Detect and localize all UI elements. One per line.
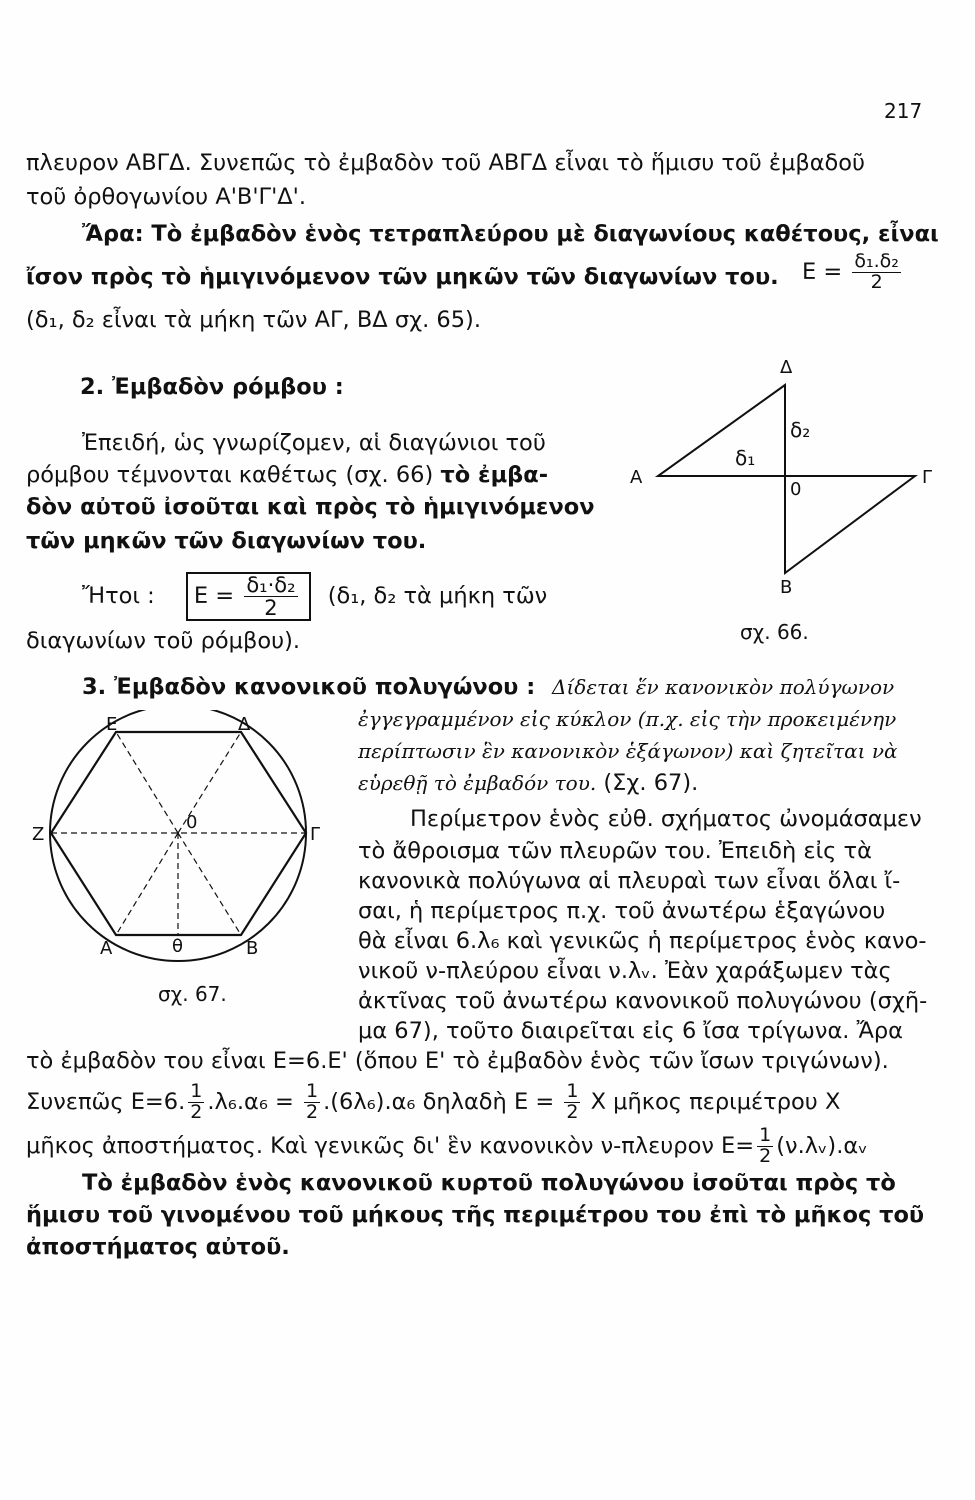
s2-line-2 xyxy=(26,460,548,490)
s3-line-12: μα 67), τοῦτο διαιρεῖται εἰς 6 ἴσα τρίγωνα. Ἄρα xyxy=(358,1018,904,1044)
s3-line-3: περίπτωσιν ἓν κανονικὸν ἑξάγωνον) καὶ ζητεῖται νὰ xyxy=(358,739,898,763)
label-G: Γ xyxy=(310,824,321,845)
figure-67-caption: σχ. 67. xyxy=(158,982,227,1006)
formula-lhs: Ε = xyxy=(802,258,843,285)
figure-66-rhombus xyxy=(610,355,940,655)
s3-line-2: ἐγγεγραμμένον εἰς κύκλον (π.χ. εἰς τὴν προκειμένην xyxy=(358,707,897,731)
rule-line-1: Ἄρα: Τὸ ἐμβαδὸν ἑνὸς τετραπλεύρου μὲ διαγωνίους καθέτους, εἶναι xyxy=(82,221,939,247)
s3-line-8: σαι, ἡ περίμετρος π.χ. τοῦ ἀνωτέρω ἑξαγώνου xyxy=(358,898,886,924)
s3-line-13: τὸ ἐμβαδὸν του εἶναι Ε=6.Ε' (ὅπου Ε' τὸ ἐμβαδὸν ἑνὸς τῶν ἴσων τριγώνων). xyxy=(26,1048,889,1074)
s3-line-14-b: .λ₆.α₆ = xyxy=(207,1088,294,1115)
s3-line-7: κανονικὰ πολύγωνα αἱ πλευραὶ των εἶναι ὅλαι ἴ- xyxy=(358,868,901,894)
s3-line-14-c: .(6λ₆).α₆ δηλαδὴ Ε = xyxy=(323,1088,555,1115)
label-theta: θ xyxy=(172,936,184,957)
figure-67-hexagon xyxy=(28,710,328,970)
figure-66-caption: σχ. 66. xyxy=(740,620,809,644)
hexagon-radii xyxy=(51,732,306,935)
label-beta: Β xyxy=(780,577,793,598)
s3-line-15-a: μῆκος ἀποστήματος. Καὶ γενικῶς δι' ἓν κανονικὸν ν-πλευρον Ε= xyxy=(26,1132,755,1159)
s3-line-6: τὸ ἄθροισμα τῶν πλευρῶν του. Ἐπειδὴ εἰς τὰ xyxy=(358,838,872,864)
label-A: Α xyxy=(100,938,113,959)
fraction-half-1-num: 1 xyxy=(190,1080,203,1102)
formula-denominator: 2 xyxy=(870,270,883,293)
fraction-half-3-den: 2 xyxy=(566,1100,579,1123)
fraction-half-1 xyxy=(188,1082,204,1123)
label-delta-2: δ₂ xyxy=(790,418,811,442)
conclusion-line-3: ἀποστήματος αὐτοῦ. xyxy=(26,1234,290,1260)
section-2-title: 2. Ἐμβαδὸν ρόμβου : xyxy=(80,374,344,400)
fraction-half-2-den: 2 xyxy=(306,1100,319,1123)
s3-line-14-d: Χ μῆκος περιμέτρου Χ xyxy=(590,1088,841,1115)
label-alpha: Α xyxy=(630,467,643,488)
page-number: 217 xyxy=(884,99,923,123)
s3-line-14 xyxy=(26,1082,840,1123)
fraction-half-4 xyxy=(757,1126,773,1167)
s3-line-4-b: (Σχ. 67). xyxy=(603,770,699,796)
s3-line-4-a: εὑρεθῇ τὸ ἐμβαδόν του. xyxy=(358,771,597,795)
label-delta: Δ xyxy=(780,357,793,378)
section-3-title: 3. Ἐμβαδὸν κανονικοῦ πολυγώνου : xyxy=(82,674,536,700)
rhombus-formula-denominator: 2 xyxy=(264,596,278,621)
s3-line-15-b: (ν.λᵥ).αᵥ xyxy=(776,1132,868,1159)
rhombus-formula-fraction xyxy=(244,574,297,619)
fraction-half-4-den: 2 xyxy=(759,1144,772,1167)
s2-line-4: τῶν μηκῶν τῶν διαγωνίων του. xyxy=(26,528,427,554)
rhombus-formula-lhs: Ε = xyxy=(193,583,235,610)
s3-line-4 xyxy=(358,768,698,798)
s3-line-11: ἀκτῖνας τοῦ ἀνωτέρω κανονικοῦ πολυγώνου (σχῆ- xyxy=(358,988,928,1014)
s3-line-1: Δίδεται ἕν κανονικὸν πολύγωνον xyxy=(552,675,895,699)
rule-line-2: ἴσον πρὸς τὸ ἡμιγινόμενον τῶν μηκῶν τῶν διαγωνίων του. xyxy=(26,264,779,290)
fraction-half-4-num: 1 xyxy=(759,1124,772,1146)
label-gamma: Γ xyxy=(922,467,933,488)
fraction-half-1-den: 2 xyxy=(190,1100,203,1123)
formula-fraction xyxy=(852,252,901,293)
label-D: Δ xyxy=(238,714,251,735)
fraction-half-2-num: 1 xyxy=(306,1080,319,1102)
text-line-2: τοῦ ὀρθογωνίου Α'Β'Γ'Δ'. xyxy=(26,184,306,210)
s3-line-5: Περίμετρον ἑνὸς εὐθ. σχήματος ὠνομάσαμεν xyxy=(410,806,922,832)
formula-numerator: δ₁.δ₂ xyxy=(854,250,899,272)
rhombus-formula-numerator: δ₁·δ₂ xyxy=(246,573,296,597)
s2-line-5 xyxy=(82,572,547,621)
conclusion-line-1: Τὸ ἐμβαδὸν ἑνὸς κανονικοῦ κυρτοῦ πολυγώνου ἰσοῦται πρὸς τὸ xyxy=(82,1170,896,1196)
text-line-5: (δ₁, δ₂ εἶναι τὰ μήκη τῶν ΑΓ, ΒΔ σχ. 65). xyxy=(26,307,481,333)
s2-line-3: δὸν αὐτοῦ ἰσοῦται καὶ πρὸς τὸ ἡμιγινόμενον xyxy=(26,494,595,520)
conclusion-line-2: ἥμισυ τοῦ γινομένου τοῦ μήκους τῆς περιμέτρου του ἐπὶ τὸ μῆκος τοῦ xyxy=(26,1202,925,1228)
s3-line-9: θὰ εἶναι 6.λ₆ καὶ γενικῶς ἡ περίμετρος ἑνὸς κανο- xyxy=(358,928,927,954)
text-line-1: πλευρον ΑΒΓΔ. Συνεπῶς τὸ ἐμβαδὸν τοῦ ΑΒΓΔ εἶναι τὸ ἥμισυ τοῦ ἐμβαδοῦ xyxy=(26,150,866,176)
label-E: Ε xyxy=(106,714,118,735)
s2-line-1: Ἐπειδή, ὡς γνωρίζομεν, αἱ διαγώνιοι τοῦ xyxy=(82,430,546,456)
fraction-half-3-num: 1 xyxy=(566,1080,579,1102)
s2-line-6: διαγωνίων τοῦ ρόμβου). xyxy=(26,628,301,654)
rule-formula xyxy=(802,252,904,293)
s2-hetoi: Ἤτοι : xyxy=(82,583,155,610)
label-delta-1: δ₁ xyxy=(735,446,756,470)
label-center-o: 0 xyxy=(790,479,802,500)
s2-line-2-a: ρόμβου τέμνονται καθέτως (σχ. 66) xyxy=(26,462,434,488)
s3-line-10: νικοῦ ν-πλεύρου εἶναι ν.λᵥ. Ἐὰν χαράξωμεν τὰς xyxy=(358,958,892,984)
label-O: 0 xyxy=(186,812,198,833)
fraction-half-2 xyxy=(304,1082,320,1123)
s2-line-2-b: τὸ ἐμβα- xyxy=(440,462,549,488)
fraction-half-3 xyxy=(564,1082,580,1123)
rhombus-formula-box xyxy=(186,572,311,621)
s3-line-14-a: Συνεπῶς Ε=6. xyxy=(26,1088,186,1115)
s2-line-5-post: (δ₁, δ₂ τὰ μήκη τῶν xyxy=(327,583,548,610)
label-B: Β xyxy=(246,938,259,959)
label-Z: Ζ xyxy=(32,824,45,845)
rhombus-outline xyxy=(658,385,915,573)
s3-line-15 xyxy=(26,1126,868,1167)
